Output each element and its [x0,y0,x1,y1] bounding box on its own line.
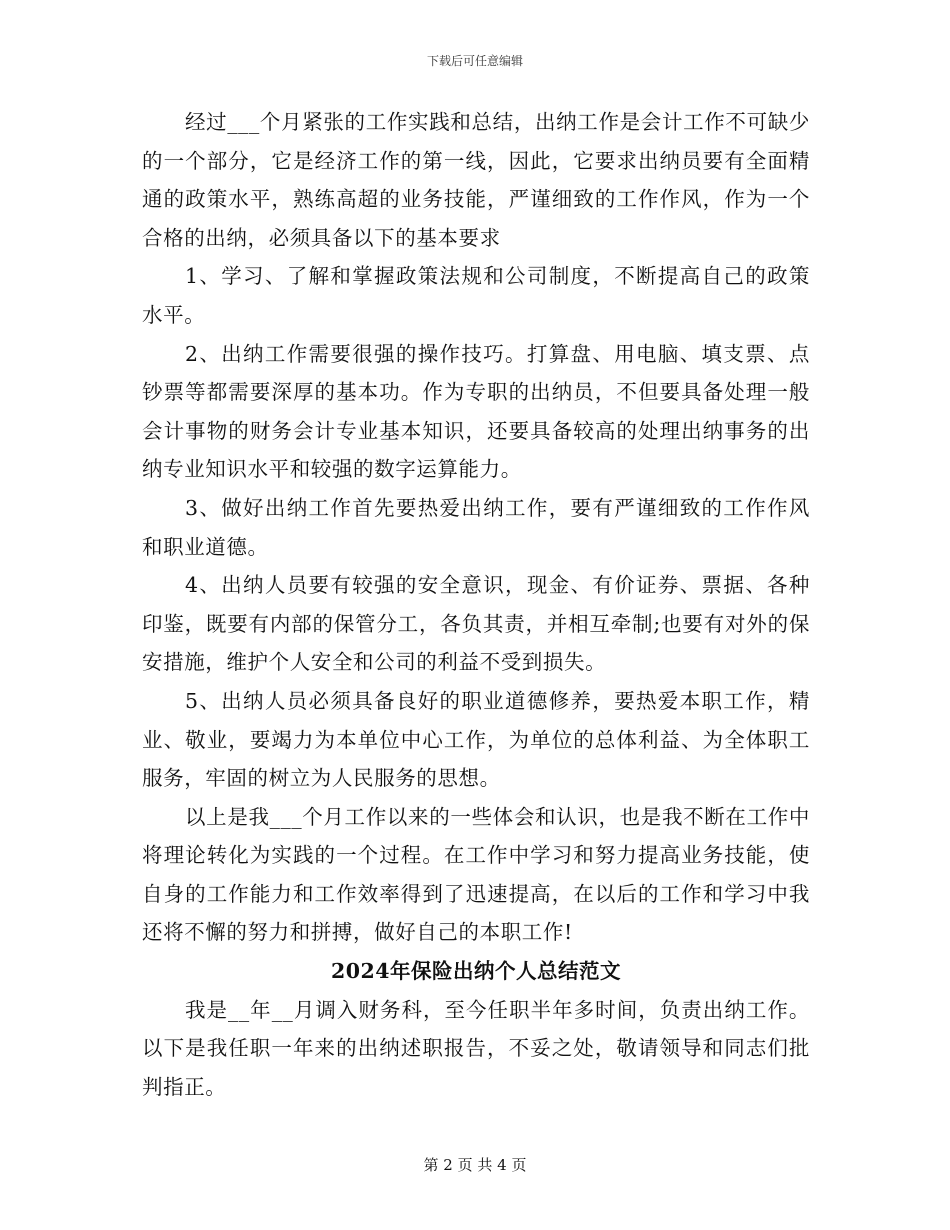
paragraph-conclusion: 以上是我___个月工作以来的一些体会和认识，也是我不断在工作中将理论转化为实践的一个过程。在工作中学习和努力提高业务技能，使自身的工作能力和工作效率得到了迅速提高，在以后的工作和学习中我还将不懈的努力和拼搏，做好自己的本职工作! [142,804,810,945]
paragraph-requirement-4: 4、出纳人员要有较强的安全意识，现金、有价证券、票据、各种印鉴，既要有内部的保管分工，各负其责，并相互牵制;也要有对外的保安措施，维护个人安全和公司的利益不受到损失。 [142,573,810,675]
page-header-note: 下载后可任意编辑 [426,54,523,68]
paragraph-intro: 经过___个月紧张的工作实践和总结，出纳工作是会计工作不可缺少的一个部分，它是经济工作的第一线，因此，它要求出纳员要有全面精通的政策水平，熟练高超的业务技能，严谨细致的工作作风，作为一个合格的出纳，必须具备以下的基本要求 [142,110,810,250]
page-number: 第 2 页 共 4 页 [423,1156,527,1174]
section-title: 2024年保险出纳个人总结范文 [330,959,622,984]
document-body [142,103,810,1106]
paragraph-requirement-1: 1、学习、了解和掌握政策法规和公司制度，不断提高自己的政策水平。 [142,264,810,327]
paragraph-section-intro: 我是__年__月调入财务科，至今任职半年多时间，负责出纳工作。以下是我任职一年来的出纳述职报告，不妥之处，敬请领导和同志们批判指正。 [142,997,810,1099]
paragraph-requirement-3: 3、做好出纳工作首先要热爱出纳工作，要有严谨细致的工作作风和职业道德。 [142,495,810,559]
paragraph-requirement-2: 2、出纳工作需要很强的操作技巧。打算盘、用电脑、填支票、点钞票等都需要深厚的基本功。作为专职的出纳员，不但要具备处理一般会计事物的财务会计专业基本知识，还要具备较高的处理出纳事务的出纳专业知识水平和较强的数字运算能力。 [142,341,810,482]
paragraph-requirement-5: 5、出纳人员必须具备良好的职业道德修养，要热爱本职工作，精业、敬业，要竭力为本单位中心工作，为单位的总体利益、为全体职工服务，牢固的树立为人民服务的思想。 [142,688,810,791]
